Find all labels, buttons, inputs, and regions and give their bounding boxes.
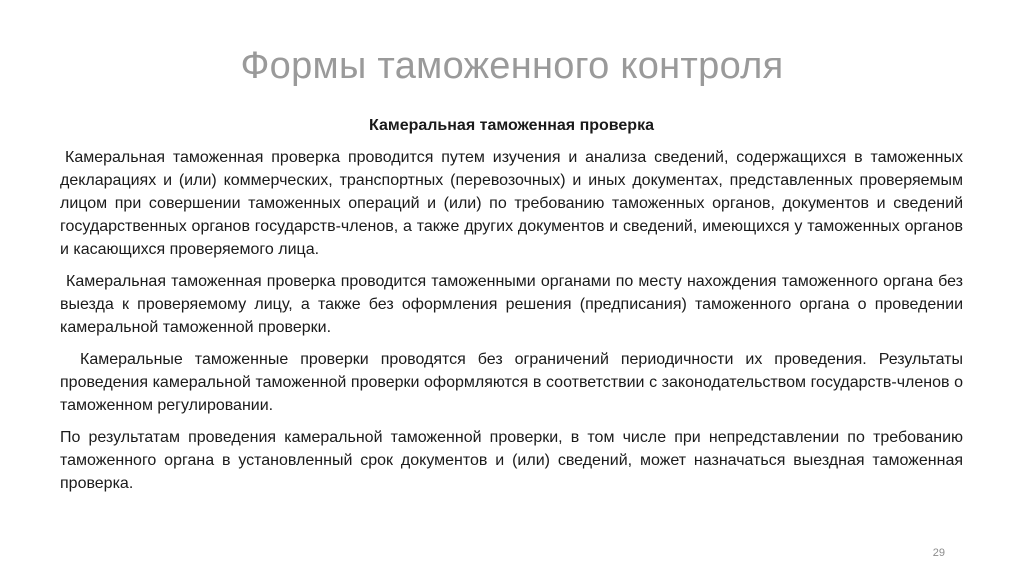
page-number: 29 (932, 547, 945, 559)
slide-title: Формы таможенного контроля (240, 45, 784, 87)
section-heading: Камеральная таможенная проверка (369, 117, 654, 134)
paragraph-2: Камеральная таможенная проверка проводится таможенными органами по месту нахождения таможенного органа без выезда к проверяемому лицу, а также без оформления решения (предписания) таможенного органа о проведении камеральной таможенной проверки. (60, 273, 963, 336)
paragraph-4: По результатам проведения камеральной таможенной проверки, в том числе при непредставлении по требованию таможенного органа в установленный срок документов и (или) сведений, может назначаться выездная таможенная проверка. (60, 429, 963, 492)
paragraph-3: Камеральные таможенные проверки проводятся без ограничений периодичности их проведения. Результаты проведения камеральной таможенной проверки оформляются в соответствии с законодательством государств-членов о таможенном регулировании. (60, 351, 963, 414)
paragraph-1: Камеральная таможенная проверка проводится путем изучения и анализа сведений, содержащихся в таможенных декларациях и (или) коммерческих, транспортных (перевозочных) и иных документах, представленных проверяемым лицом при совершении таможенных операций и (или) по требованию таможенных органов, документов и сведений государственных органов государств-членов, а также других документов и сведений, имеющихся у таможенных органов и касающихся проверяемого лица. (60, 149, 963, 258)
slide-content (60, 114, 963, 504)
